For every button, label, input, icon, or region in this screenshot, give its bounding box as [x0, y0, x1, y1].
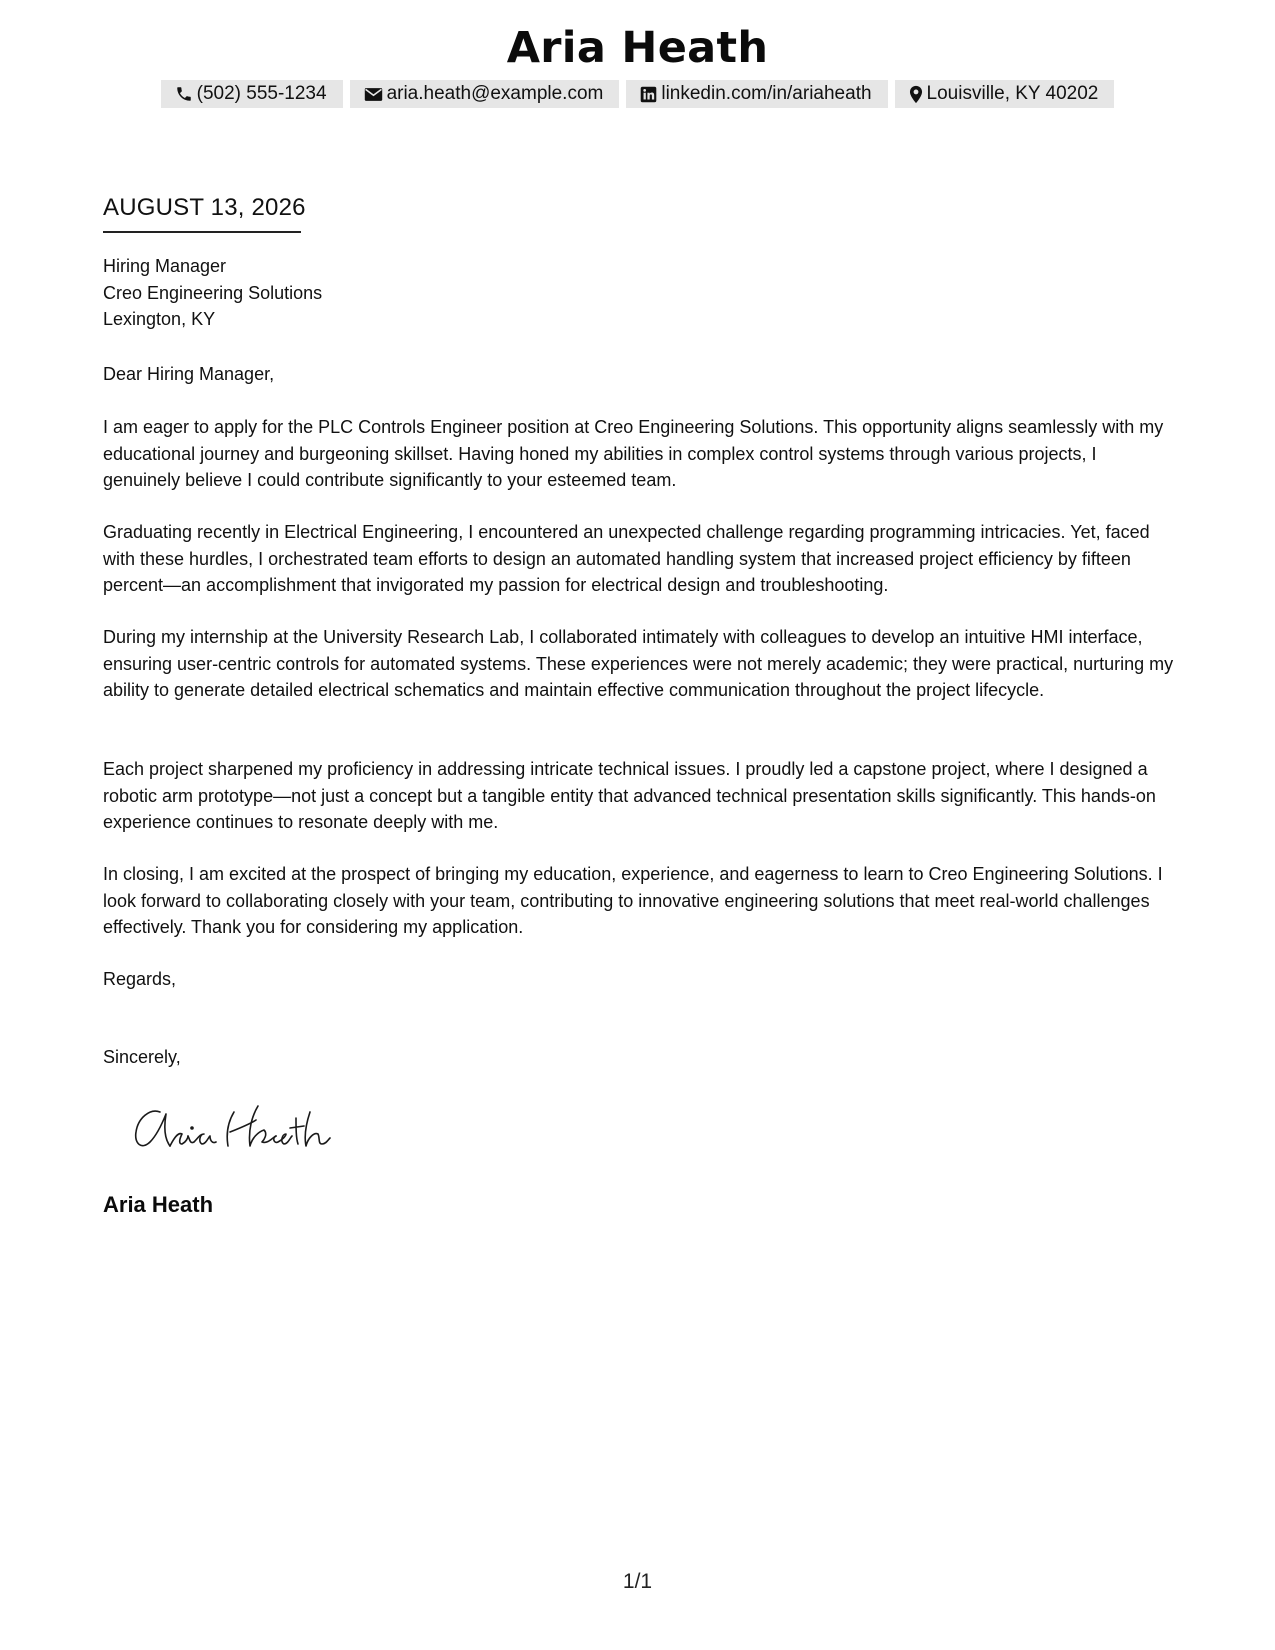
contact-location[interactable] — [895, 80, 1115, 108]
body-paragraph — [103, 756, 1178, 836]
contact-linkedin-text: linkedin.com/in/ariaheath — [661, 83, 872, 104]
handwritten-signature — [130, 1098, 340, 1158]
contact-phone-text: (502) 555-1234 — [196, 83, 327, 104]
contact-email-text: aria.heath@example.com — [386, 83, 604, 104]
paragraph-text: I am eager to apply for the PLC Controls Engineer position at Creo Engineering Solutions. This opportunity aligns seamlessly with my educational journey and burgeoning skillset. Having honed my abilities in complex control systems through various projects, I genuinely believe I could contribute significantly to your esteemed team. — [103, 417, 1164, 490]
body-paragraph — [103, 414, 1178, 494]
contact-location-text: Louisville, KY 40202 — [926, 83, 1099, 104]
recipient-block — [103, 253, 322, 333]
contact-email[interactable] — [350, 80, 620, 108]
recipient-company: Creo Engineering Solutions — [103, 282, 323, 303]
closing-regards: Regards, — [103, 969, 177, 989]
paragraph-text: During my internship at the University Research Lab, I collaborated intimately with colleagues to develop an intuitive HMI interface, ensuring user-centric controls for automated systems. These experiences were not merely academic; they were practical, nurturing my ability to generate detailed electrical schematics and maintain effective communication throughout the project lifecycle. — [103, 627, 1174, 700]
page-number: 1/1 — [622, 1570, 653, 1593]
recipient-title: Hiring Manager — [103, 256, 227, 276]
contact-phone[interactable] — [161, 80, 343, 108]
closing-sincerely: Sincerely, — [103, 1047, 181, 1067]
contact-linkedin[interactable] — [626, 80, 887, 108]
signer-name: Aria Heath — [103, 1192, 214, 1217]
linkedin-icon — [640, 86, 657, 103]
phone-icon — [175, 85, 193, 103]
applicant-name: Aria Heath — [506, 23, 769, 73]
recipient-location: Lexington, KY — [103, 309, 216, 329]
paragraph-text: Graduating recently in Electrical Engineering, I encountered an unexpected challenge regarding programming intricacies. Yet, faced with these hurdles, I orchestrated team efforts to design an automated handling system that increased project efficiency by fifteen percent—an accomplishment that invigorated my passion for electrical design and troubleshooting. — [103, 522, 1150, 595]
map-pin-icon — [909, 85, 923, 104]
paragraph-text: Each project sharpened my proficiency in addressing intricate technical issues. I proudly led a capstone project, where I designed a robotic arm prototype—not just a concept but a tangible entity that advanced technical presentation skills significantly. This hands-on experience continues to resonate deeply with me. — [103, 759, 1156, 832]
salutation: Dear Hiring Manager, — [103, 364, 275, 384]
contact-bar — [0, 80, 1275, 108]
body-paragraph — [103, 624, 1178, 704]
letter-date: AUGUST 13, 2026 — [103, 194, 306, 221]
body-paragraph — [103, 861, 1178, 941]
paragraph-text: In closing, I am excited at the prospect of bringing my education, experience, and eagerness to learn to Creo Engineering Solutions. I look forward to collaborating closely with your team, contributing to innovative engineering solutions that meet real-world challenges effectively. Thank you for considering my application. — [103, 864, 1163, 937]
body-paragraph — [103, 519, 1178, 599]
envelope-icon — [364, 87, 383, 102]
date-underline — [103, 231, 301, 233]
